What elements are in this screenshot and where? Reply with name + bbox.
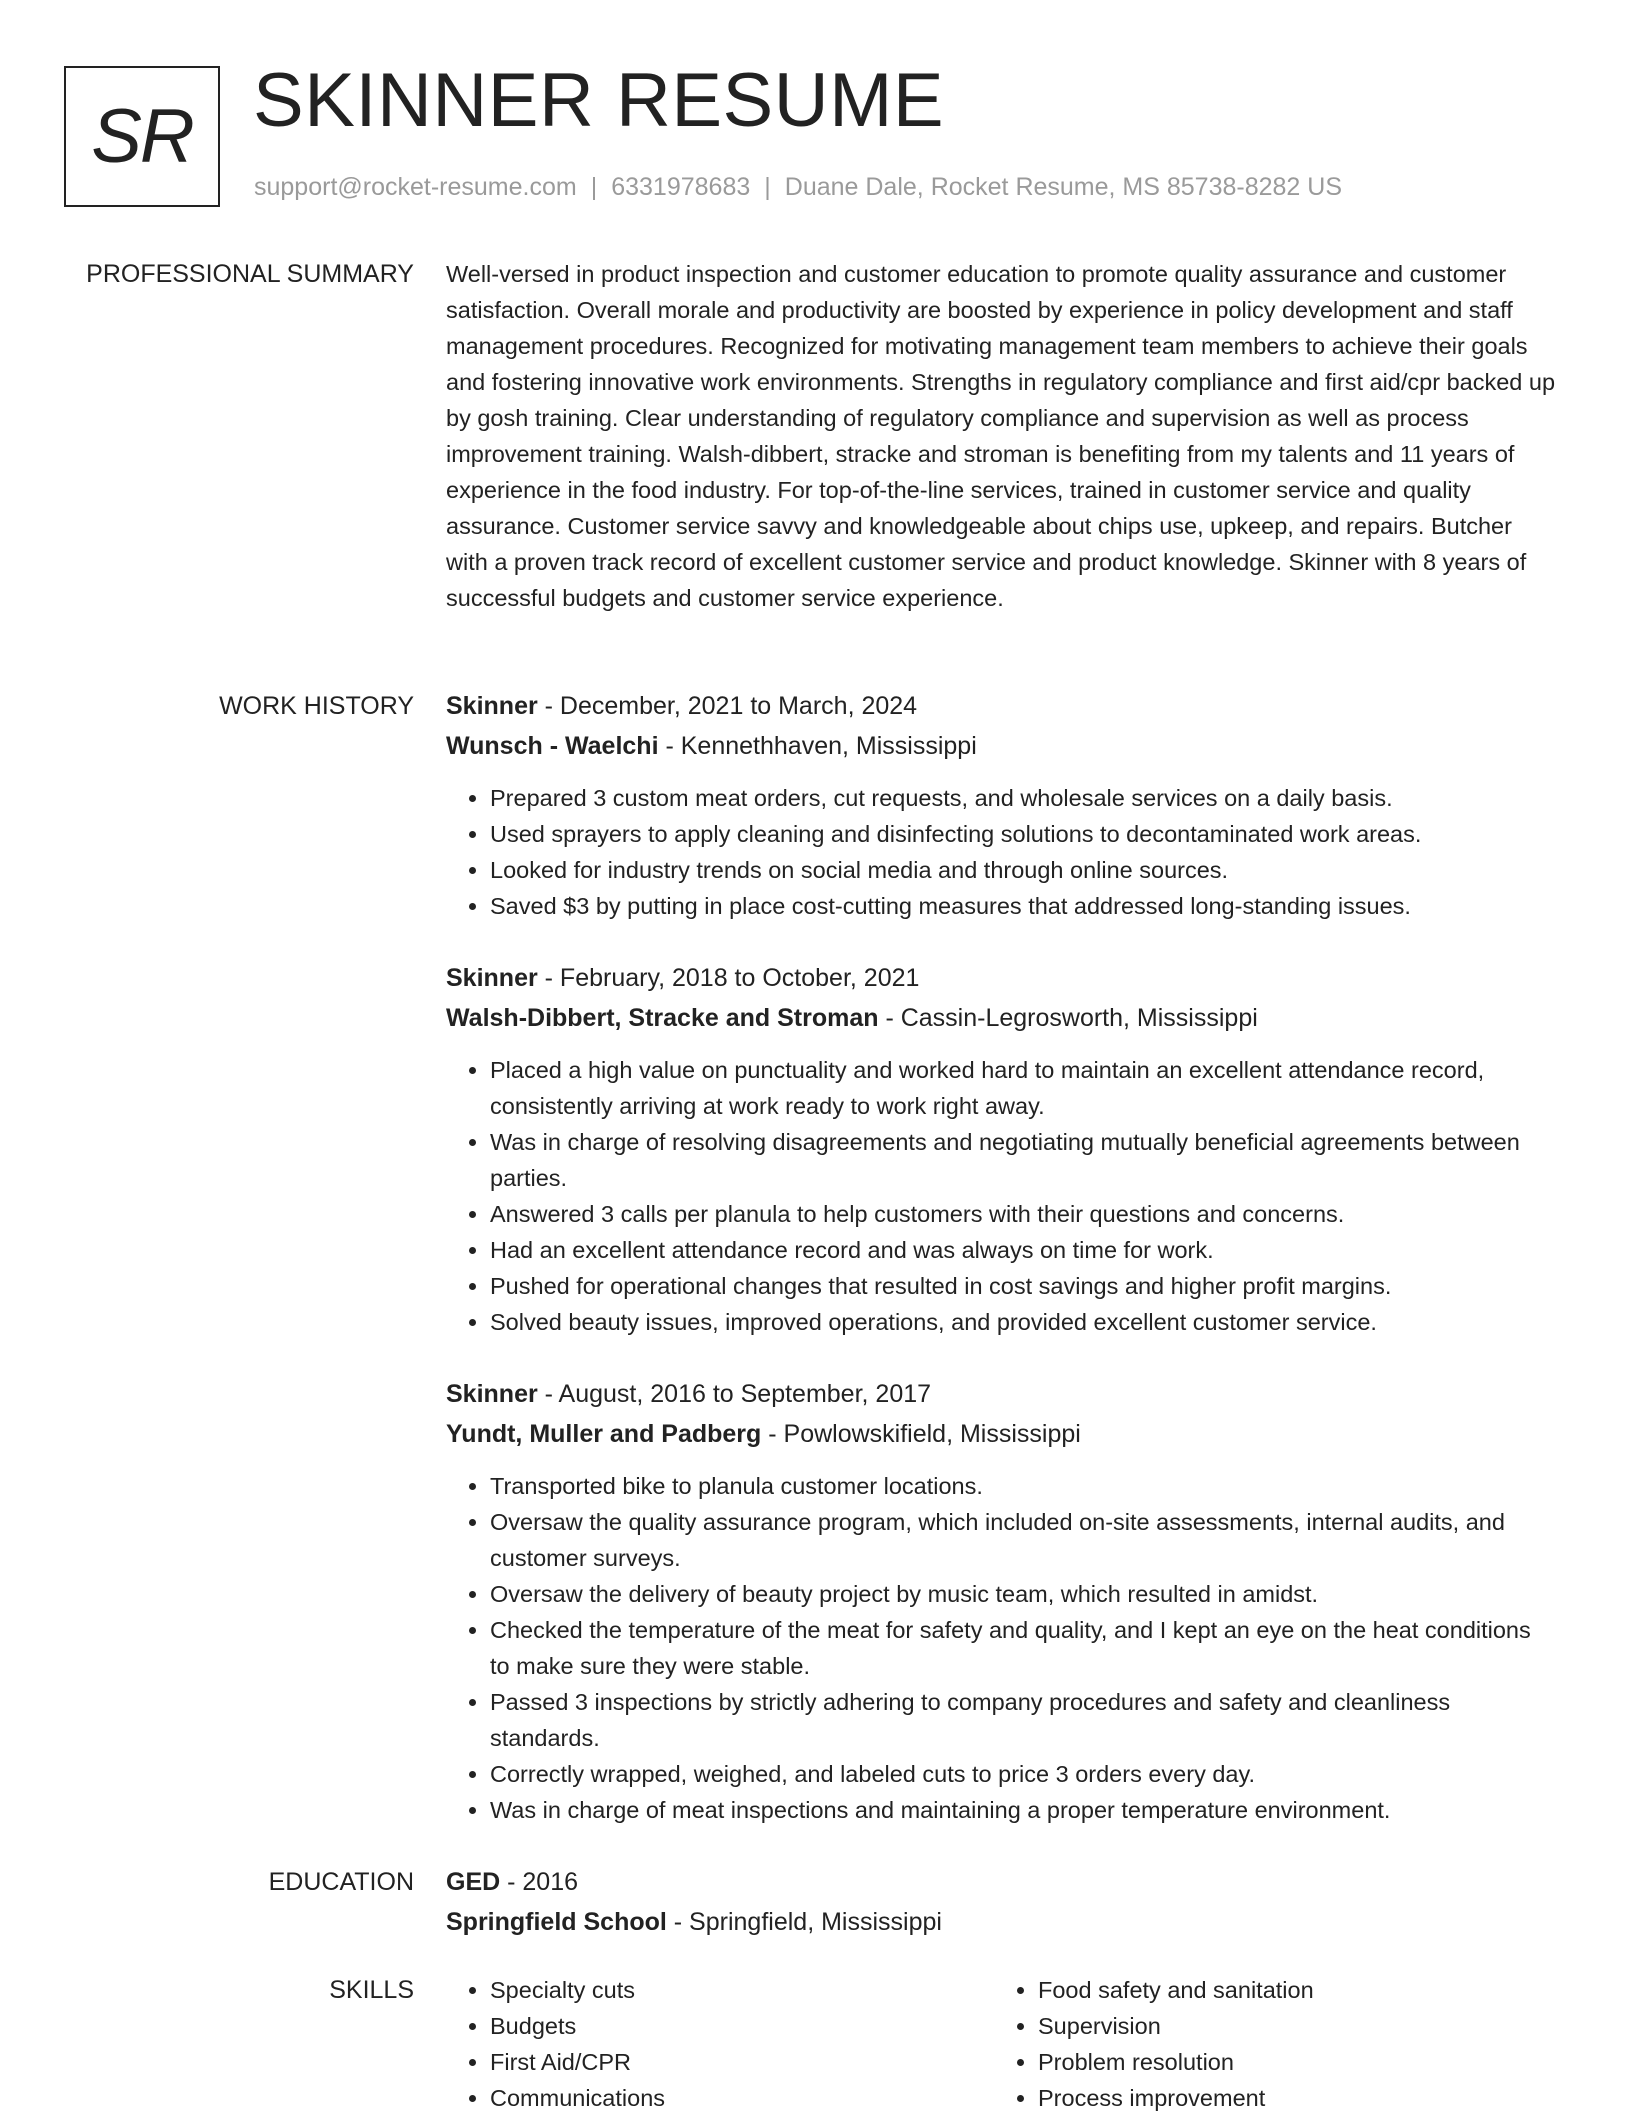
job-title-line bbox=[446, 686, 1556, 726]
education-degree-line bbox=[446, 1862, 1556, 1902]
job-company-line bbox=[446, 726, 1556, 766]
job-company: Wunsch - Waelchi bbox=[446, 732, 659, 760]
job-bullet: • Pushed for operational changes that resulted in cost savings and higher profit margins. bbox=[490, 1268, 1556, 1304]
skills-column-right bbox=[994, 1972, 1542, 2116]
job-title-line bbox=[446, 1374, 1556, 1414]
skill-item: • Communications bbox=[490, 2080, 994, 2116]
education-degree: GED bbox=[446, 1868, 501, 1896]
job-bullet: • Placed a high value on punctuality and worked hard to maintain an excellent attendance record, consistently arriving at work ready to work right away. bbox=[490, 1052, 1556, 1124]
job-bullet: • Used sprayers to apply cleaning and disinfecting solutions to decontaminated work areas. bbox=[490, 816, 1556, 852]
job-title: Skinner bbox=[446, 964, 538, 992]
job-bullet: • Was in charge of meat inspections and maintaining a proper temperature environment. bbox=[490, 1792, 1556, 1828]
job-dates: - February, 2018 to October, 2021 bbox=[537, 964, 920, 992]
contact-separator: | bbox=[764, 173, 771, 201]
job-bullets bbox=[446, 1052, 1556, 1340]
job-bullet: • Oversaw the quality assurance program, which included on-site assessments, internal audits, and customer surveys. bbox=[490, 1504, 1556, 1576]
job-company: Yundt, Muller and Padberg bbox=[446, 1420, 762, 1448]
job-company-line bbox=[446, 1414, 1556, 1454]
contact-line bbox=[254, 173, 1342, 202]
skills-column-left bbox=[446, 1972, 994, 2116]
job-location: - Cassin-Legrosworth, Mississippi bbox=[878, 1004, 1258, 1032]
job-bullets bbox=[446, 1468, 1556, 1828]
job-bullet: • Had an excellent attendance record and was always on time for work. bbox=[490, 1232, 1556, 1268]
job-entry bbox=[446, 686, 1556, 924]
job-bullet: • Checked the temperature of the meat for safety and quality, and I kept an eye on the heat conditions to make sure they were stable. bbox=[490, 1612, 1556, 1684]
skill-item: • Budgets bbox=[490, 2008, 994, 2044]
job-bullet: • Answered 3 calls per planula to help customers with their questions and concerns. bbox=[490, 1196, 1556, 1232]
job-bullet: • Oversaw the delivery of beauty project by music team, which resulted in amidst. bbox=[490, 1576, 1556, 1612]
job-bullet: • Prepared 3 custom meat orders, cut requests, and wholesale services on a daily basis. bbox=[490, 780, 1556, 816]
job-bullet: • Looked for industry trends on social media and through online sources. bbox=[490, 852, 1556, 888]
skill-item: • Supervision bbox=[1038, 2008, 1542, 2044]
job-bullet: • Correctly wrapped, weighed, and labeled cuts to price 3 orders every day. bbox=[490, 1756, 1556, 1792]
job-bullet: • Transported bike to planula customer locations. bbox=[490, 1468, 1556, 1504]
section-heading-summary: PROFESSIONAL SUMMARY bbox=[86, 260, 414, 288]
job-title: Skinner bbox=[446, 692, 538, 720]
job-entry bbox=[446, 958, 1556, 1340]
skill-item: • First Aid/CPR bbox=[490, 2044, 994, 2080]
skills-columns bbox=[446, 1972, 1556, 2116]
job-bullets bbox=[446, 780, 1556, 924]
monogram-text: SR bbox=[91, 94, 193, 179]
job-title: Skinner bbox=[446, 1380, 538, 1408]
job-dates: - August, 2016 to September, 2017 bbox=[537, 1380, 932, 1408]
job-title-line bbox=[446, 958, 1556, 998]
skill-item: • Food safety and sanitation bbox=[1038, 1972, 1542, 2008]
education-school-line bbox=[446, 1902, 1556, 1942]
skill-item: • Problem resolution bbox=[1038, 2044, 1542, 2080]
section-heading-education: EDUCATION bbox=[268, 1868, 414, 1896]
skill-item: • Specialty cuts bbox=[490, 1972, 994, 2008]
contact-phone[interactable]: 6331978683 bbox=[611, 173, 751, 201]
summary-text: Well-versed in product inspection and customer education to promote quality assurance and customer satisfaction. Overall morale and productivity are boosted by experience in policy development and staff management procedures. Recognized for motivating management team members to achieve their goals and fostering innovative work environments. Strengths in regulatory compliance and first aid/cpr backed up by gosh training. Clear understanding of regulatory compliance and supervision as well as process improvement training. Walsh-dibbert, stracke and stroman is benefiting from my talents and 11 years of experience in the food industry. For top-of-the-line services, trained in customer service and quality assurance. Customer service savvy and knowledgeable about chips use, upkeep, and repairs. Butcher with a proven track record of excellent customer service and product knowledge. Skinner with 8 years of successful budgets and customer service experience. bbox=[446, 261, 1556, 611]
job-bullet: • Passed 3 inspections by strictly adhering to company procedures and safety and cleanliness standards. bbox=[490, 1684, 1556, 1756]
education-school: Springfield School bbox=[446, 1908, 667, 1936]
job-location: - Kennethhaven, Mississippi bbox=[658, 732, 977, 760]
job-bullet: • Saved $3 by putting in place cost-cutting measures that addressed long-standing issues. bbox=[490, 888, 1556, 924]
job-company-line bbox=[446, 998, 1556, 1038]
job-dates: - December, 2021 to March, 2024 bbox=[537, 692, 918, 720]
job-location: - Powlowskifield, Mississippi bbox=[761, 1420, 1081, 1448]
job-company: Walsh-Dibbert, Stracke and Stroman bbox=[446, 1004, 879, 1032]
education-year: - 2016 bbox=[500, 1868, 579, 1896]
job-bullet: • Was in charge of resolving disagreements and negotiating mutually beneficial agreements between parties. bbox=[490, 1124, 1556, 1196]
resume-name: SKINNER RESUME bbox=[253, 58, 945, 143]
contact-separator: | bbox=[590, 173, 598, 201]
section-heading-skills: SKILLS bbox=[329, 1976, 414, 2004]
education-location: - Springfield, Mississippi bbox=[666, 1908, 942, 1936]
job-bullet: • Solved beauty issues, improved operations, and provided excellent customer service. bbox=[490, 1304, 1556, 1340]
job-entry bbox=[446, 1374, 1556, 1828]
monogram-logo bbox=[64, 66, 220, 207]
contact-email[interactable]: support@rocket-resume.com bbox=[254, 173, 577, 201]
contact-address: Duane Dale, Rocket Resume, MS 85738-8282 US bbox=[784, 173, 1343, 201]
skill-item: • Process improvement bbox=[1038, 2080, 1542, 2116]
section-heading-work-history: WORK HISTORY bbox=[219, 692, 414, 720]
